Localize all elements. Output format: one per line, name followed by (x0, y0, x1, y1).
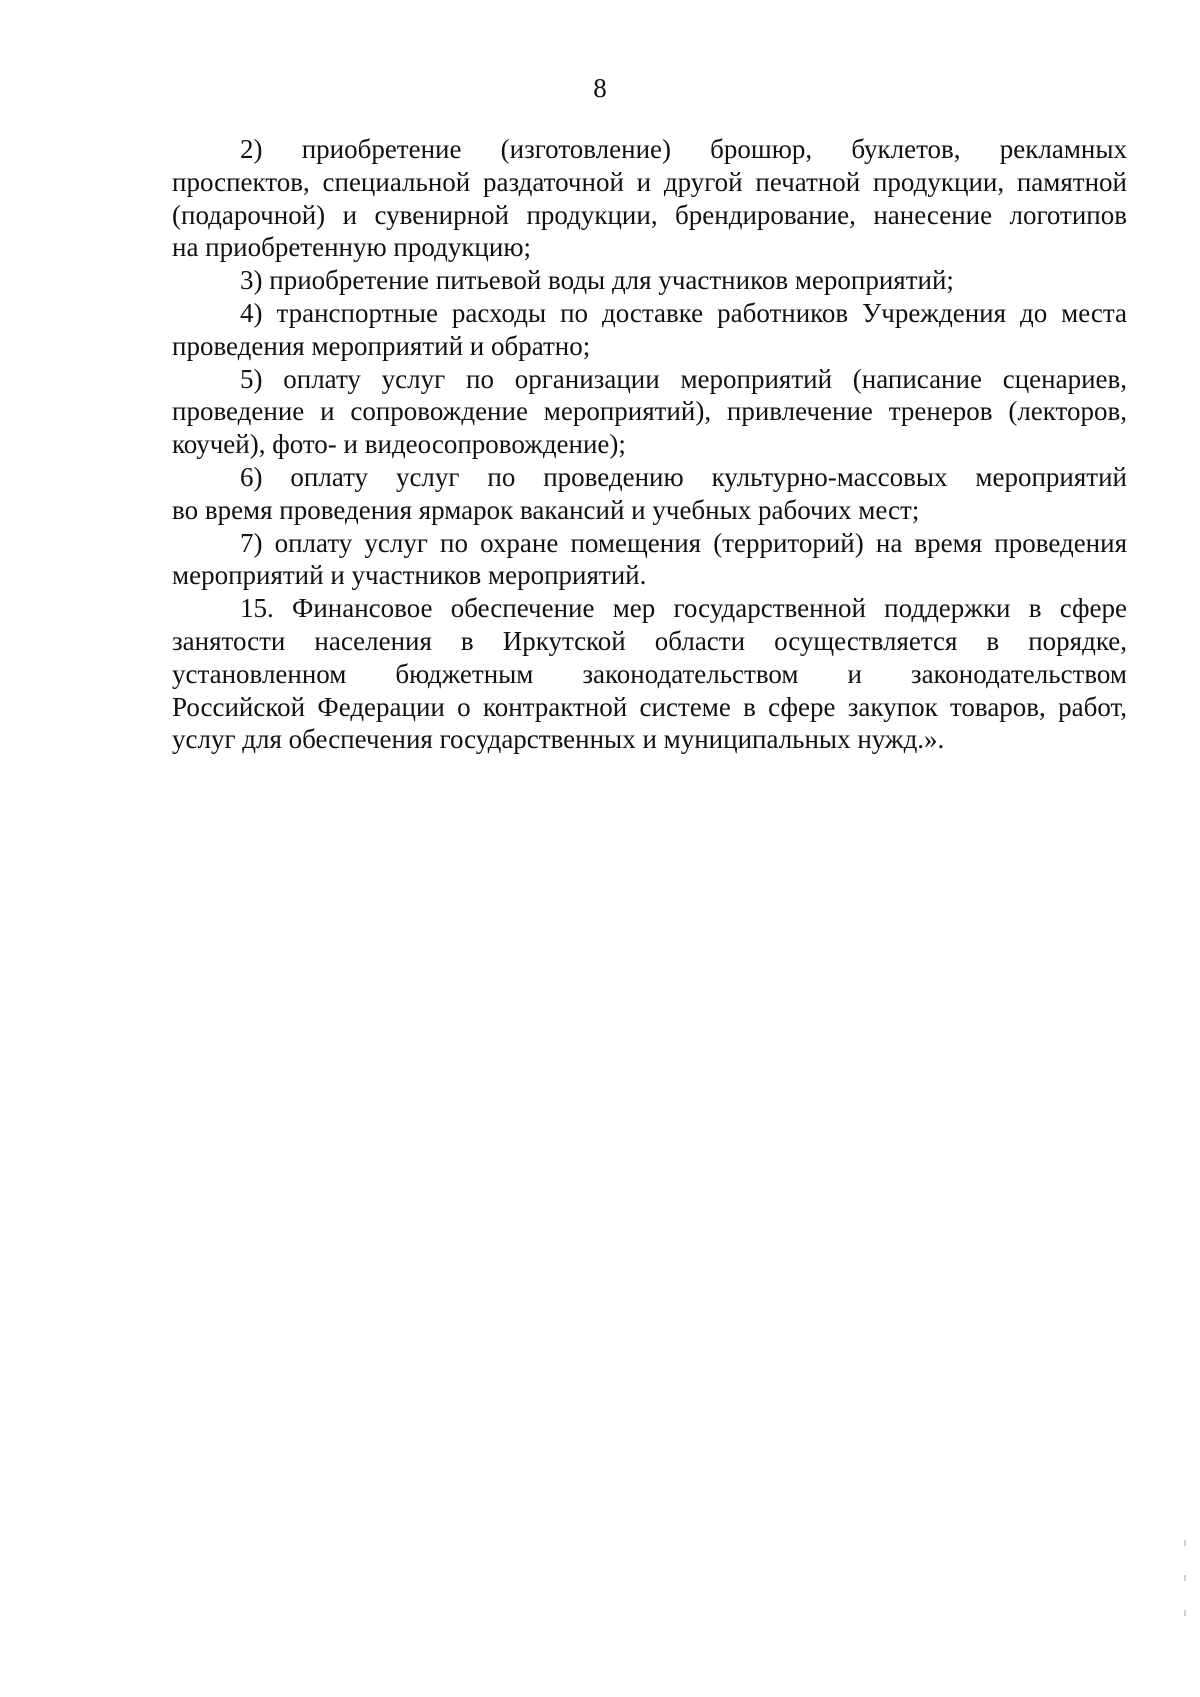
scan-artifact (1184, 1610, 1186, 1616)
paragraph-clause-15 (172, 592, 1127, 756)
paragraph-item-5 (172, 363, 1127, 461)
text-line: проведение и сопровождение мероприятий), привлечение тренеров (лекторов, (172, 396, 1127, 427)
text-line: 4) транспортные расходы по доставке работников Учреждения до места (240, 297, 1127, 328)
text-line: (подарочной) и сувенирной продукции, брендирование, нанесение логотипов (172, 199, 1127, 230)
paragraph-item-3 (172, 264, 1127, 297)
text-line: 5) оплату услуг по организации мероприятий (написание сценариев, (240, 363, 1127, 394)
page-number: 8 (593, 73, 607, 103)
text-line: мероприятий и участников мероприятий. (172, 560, 647, 591)
text-line: проведения мероприятий и обратно; (172, 330, 591, 361)
paragraph-item-4 (172, 297, 1127, 363)
text-line: 3) приобретение питьевой воды для участников мероприятий; (240, 265, 954, 296)
document-body (172, 133, 1127, 756)
text-line: 6) оплату услуг по проведению культурно-массовых мероприятий (240, 461, 1127, 492)
text-line: коучей), фото- и видеосопровождение); (172, 429, 626, 460)
text-line: 15. Финансовое обеспечение мер государственной поддержки в сфере (240, 593, 1127, 624)
scan-artifact (1184, 1575, 1186, 1581)
text-line: во время проведения ярмарок вакансий и учебных рабочих мест; (172, 494, 920, 525)
paragraph-item-2 (172, 133, 1127, 264)
text-line: услуг для обеспечения государственных и муниципальных нужд.». (172, 724, 945, 755)
text-line: Российской Федерации о контрактной системе в сфере закупок товаров, работ, (172, 691, 1127, 722)
text-line: проспектов, специальной раздаточной и другой печатной продукции, памятной (172, 166, 1127, 197)
text-line: 2) приобретение (изготовление) брошюр, буклетов, рекламных (240, 134, 1127, 164)
text-line: установленном бюджетным законодательством и законодательством (172, 658, 1127, 689)
text-line: занятости населения в Иркутской области осуществляется в порядке, (172, 625, 1127, 656)
text-line: 7) оплату услуг по охране помещения (территорий) на время проведения (240, 527, 1127, 558)
text-line: на приобретенную продукцию; (172, 232, 532, 263)
paragraph-item-6 (172, 461, 1127, 527)
scan-artifact (1184, 1540, 1186, 1546)
paragraph-item-7 (172, 527, 1127, 593)
